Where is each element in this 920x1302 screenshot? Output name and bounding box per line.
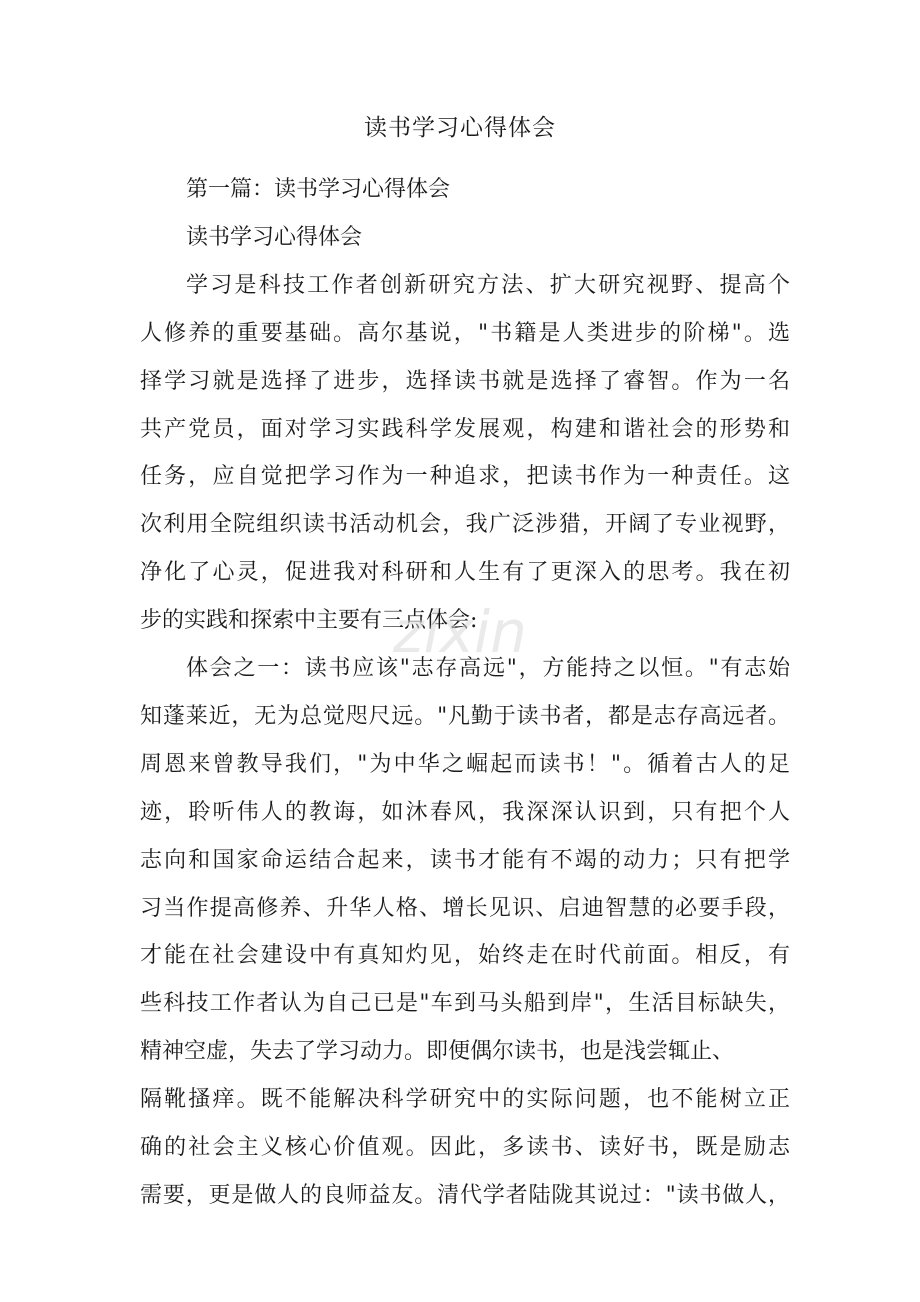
document-title: 读书学习心得体会 bbox=[364, 115, 556, 141]
body-line: 次利用全院组织读书活动机会，我广泛涉猎，开阔了专业视野， bbox=[140, 512, 790, 538]
body-line: 才能在社会建设中有真知灼见，始终走在时代前面。相反，有 bbox=[140, 943, 790, 969]
body-line: 迹，聆听伟人的教诲，如沐春风，我深深认识到，只有把个人 bbox=[140, 799, 790, 825]
body-line: 体会之一：读书应该"志存高远"，方能持之以恒。"有志始 bbox=[186, 656, 790, 681]
body-line: 步的实践和探索中主要有三点体会: bbox=[140, 608, 478, 634]
body-line: 共产党员，面对学习实践科学发展观，构建和谐社会的形势和 bbox=[140, 416, 790, 442]
body-line: 知蓬莱近，无为总觉咫尺远。"凡勤于读书者，都是志存高远者。 bbox=[140, 703, 790, 729]
body-line: 择学习就是选择了进步，选择读书就是选择了睿智。作为一名 bbox=[140, 368, 790, 394]
body-line: 习当作提高修养、升华人格、增长见识、启迪智慧的必要手段， bbox=[140, 895, 790, 921]
body-line: 学习是科技工作者创新研究方法、扩大研究视野、提高个 bbox=[186, 272, 790, 298]
body-line: 任务，应自觉把学习作为一种追求，把读书作为一种责任。这 bbox=[140, 464, 790, 490]
body-line: 人修养的重要基础。高尔基说，"书籍是人类进步的阶梯"。选 bbox=[140, 320, 790, 346]
body-line: 需要，更是做人的良师益友。清代学者陆陇其说过："读书做人， bbox=[140, 1182, 790, 1208]
body-line: 志向和国家命运结合起来，读书才能有不竭的动力；只有把学 bbox=[140, 847, 790, 873]
body-line: 第一篇：读书学习心得体会 bbox=[186, 177, 451, 202]
body-line: 确的社会主义核心价值观。因此，多读书、读好书，既是励志 bbox=[140, 1135, 790, 1160]
body-line: 隔靴搔痒。既不能解决科学研究中的实际问题，也不能树立正 bbox=[140, 1087, 790, 1113]
body-line: 读书学习心得体会 bbox=[186, 224, 363, 250]
body-line: 些科技工作者认为自己已是"车到马头船到岸"，生活目标缺失， bbox=[140, 991, 790, 1017]
body-line: 周恩来曾教导我们，"为中华之崛起而读书！"。循着古人的足 bbox=[140, 751, 790, 777]
body-line: 精神空虚，失去了学习动力。即便偶尔读书，也是浅尝辄止、 bbox=[140, 1039, 735, 1065]
svg-text:zixin: zixin bbox=[393, 600, 527, 666]
body-line: 净化了心灵，促进我对科研和人生有了更深入的思考。我在初 bbox=[140, 560, 790, 586]
